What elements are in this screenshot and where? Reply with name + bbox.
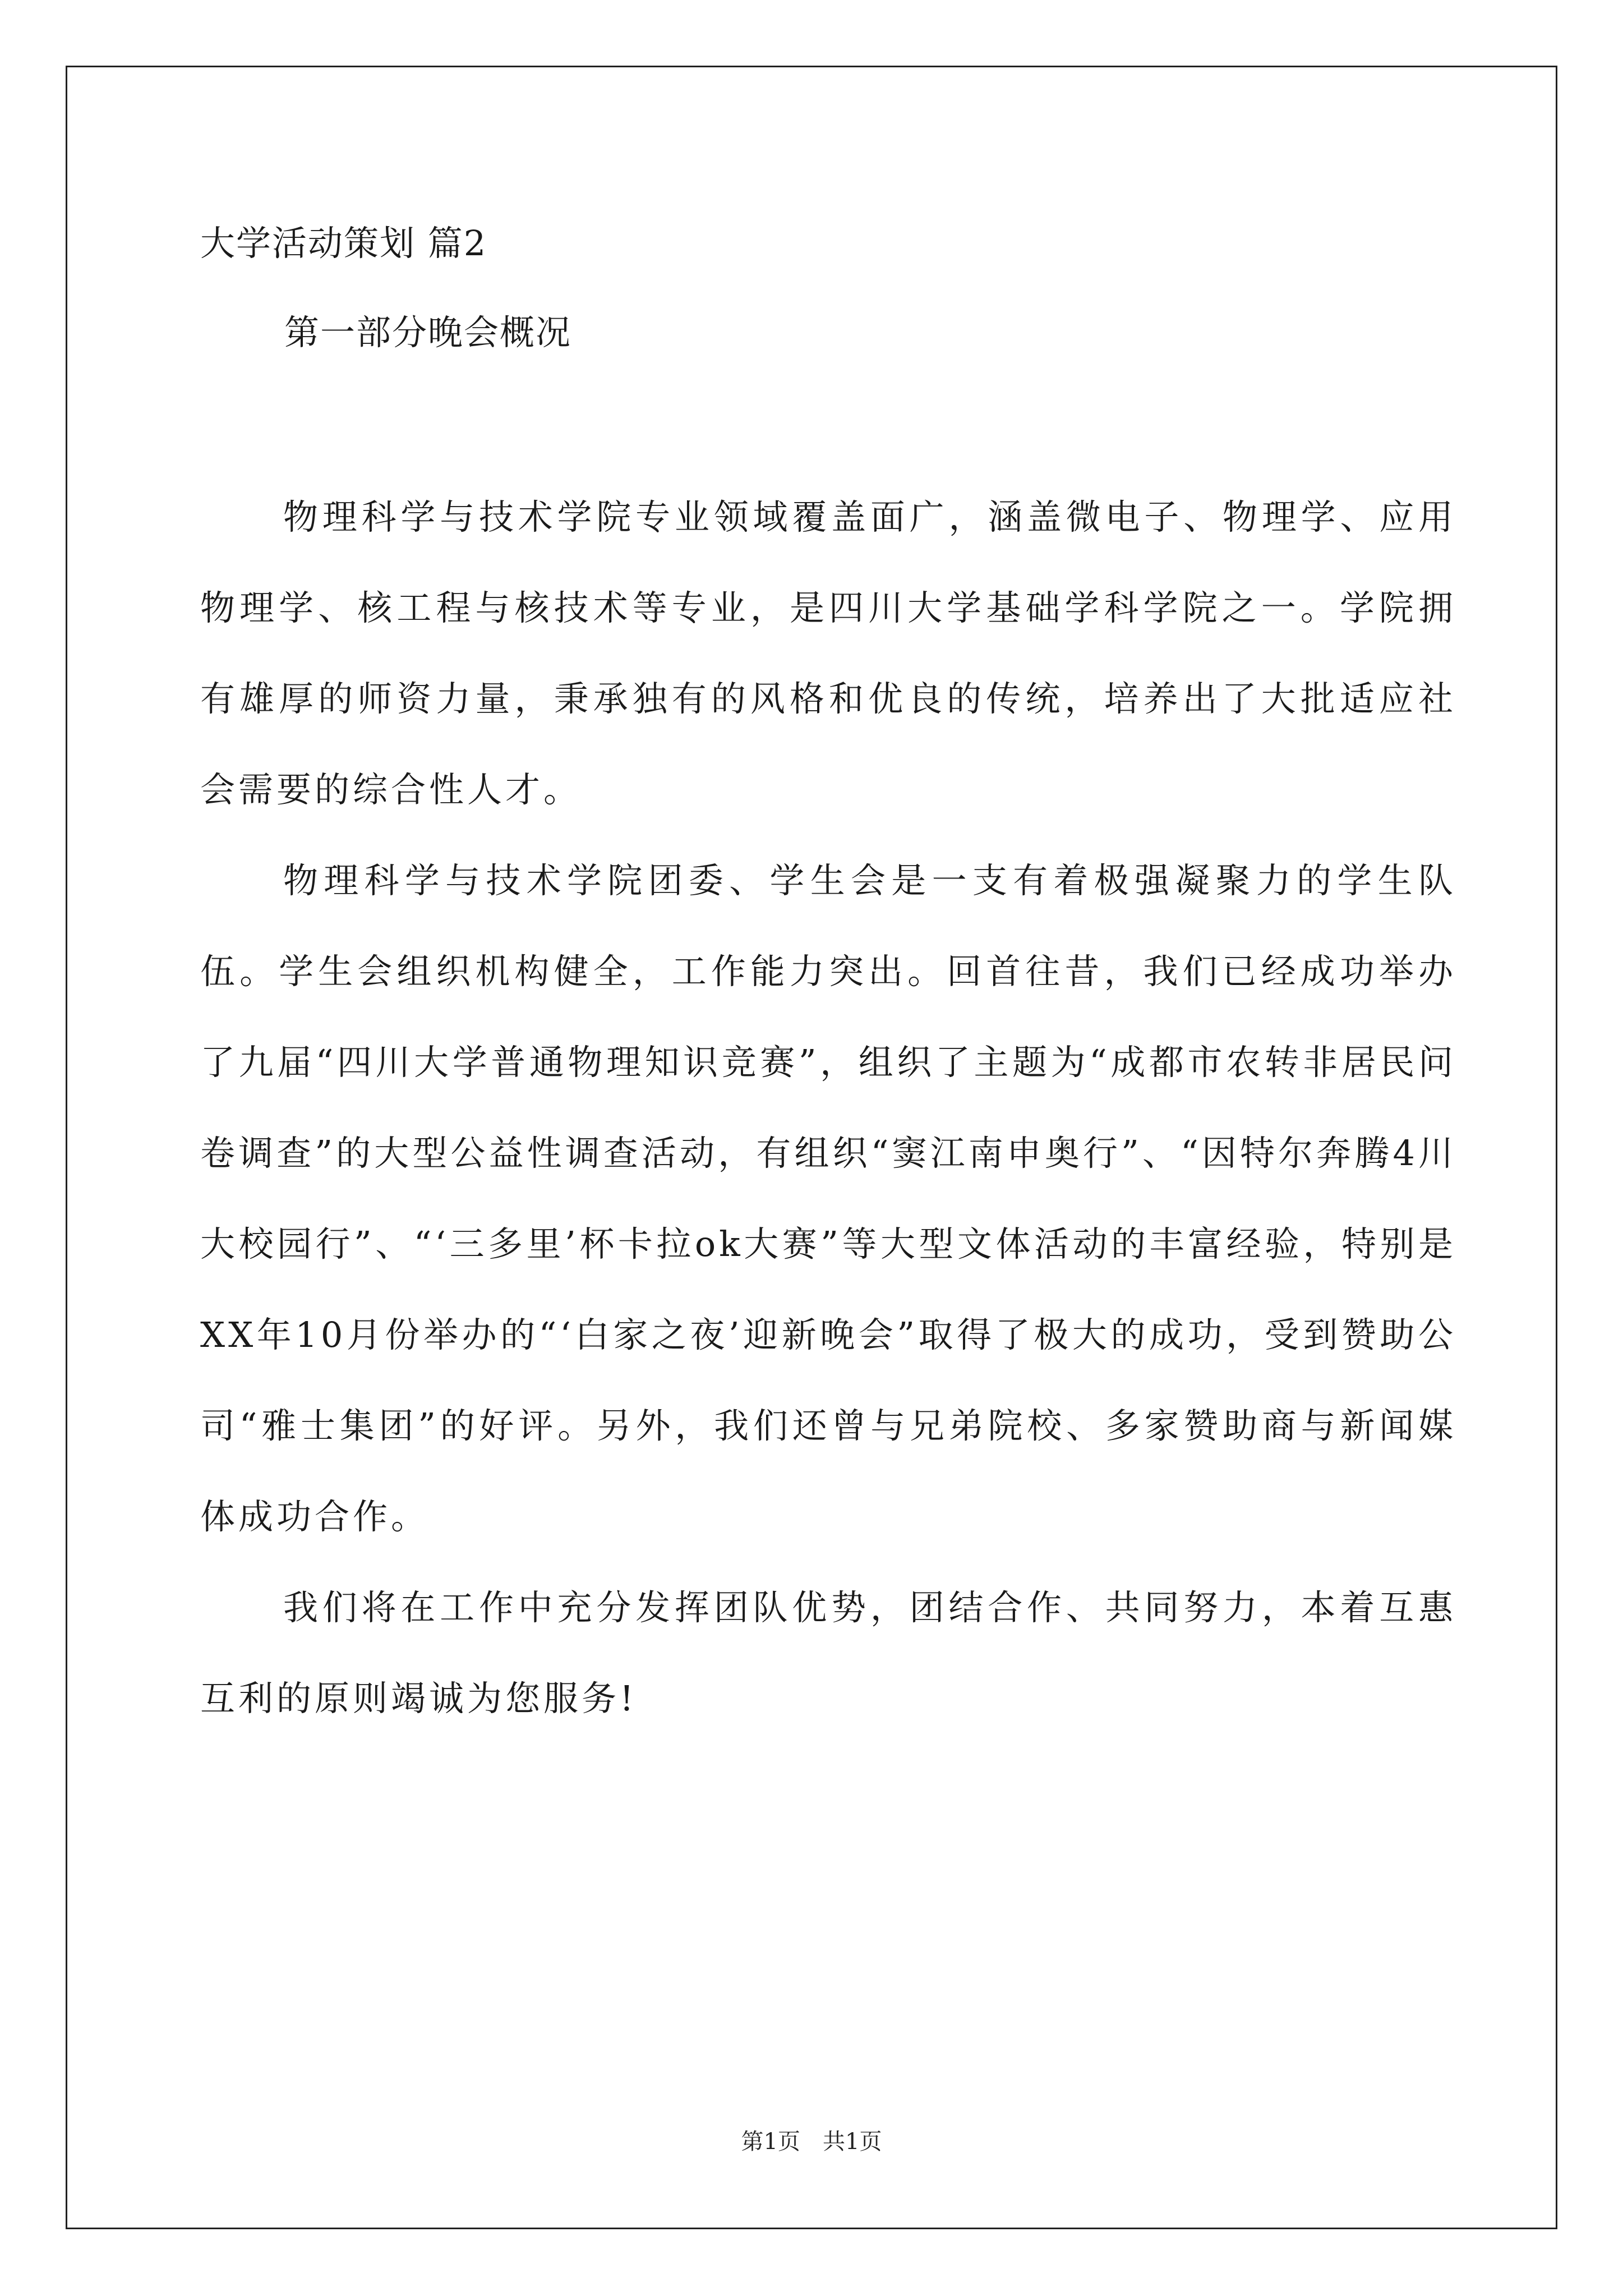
section-title: 第一部分晚会概况 <box>284 311 572 353</box>
paragraph-closing: 我们将在工作中充分发挥团队优势，团结合作、共同努力，本着互惠互利的原则竭诚为您服务! <box>200 1587 1456 1719</box>
paragraph-student-union: 物理科学与技术学院团委、学生会是一支有着极强凝聚力的学生队伍。学生会组织机构健全，工作能力突出。回首往昔，我们已经成功举办了九届“四川大学普通物理知识竞赛”，组织了主题为“成都市农转非居民问卷调查”的大型公益性调查活动，有组织“窦江南申奥行”、“因特尔奔腾4川大校园行”、“‘三多里’杯卡拉ok大赛”等大型文体活动的丰富经验，特别是XX年10月份举办的“‘白家之夜’迎新晚会”取得了极大的成功，受到赞助公司“雅士集团”的好评。另外，我们还曾与兄弟院校、多家赞助商与新闻媒体成功合作。 <box>200 860 1456 1538</box>
paragraph-college-intro: 物理科学与技术学院专业领域覆盖面广，涵盖微电子、物理学、应用物理学、核工程与核技术等专业，是四川大学基础学科学院之一。学院拥有雄厚的师资力量，秉承独有的风格和优良的传统，培养出了大批适应社会需要的综合性人才。 <box>200 496 1456 811</box>
paragraph-list <box>200 472 1456 1744</box>
document-body <box>200 185 1456 1744</box>
document-title: 大学活动策划 篇2 <box>200 223 487 264</box>
page-footer: 第1页 共1页 <box>741 2129 882 2155</box>
